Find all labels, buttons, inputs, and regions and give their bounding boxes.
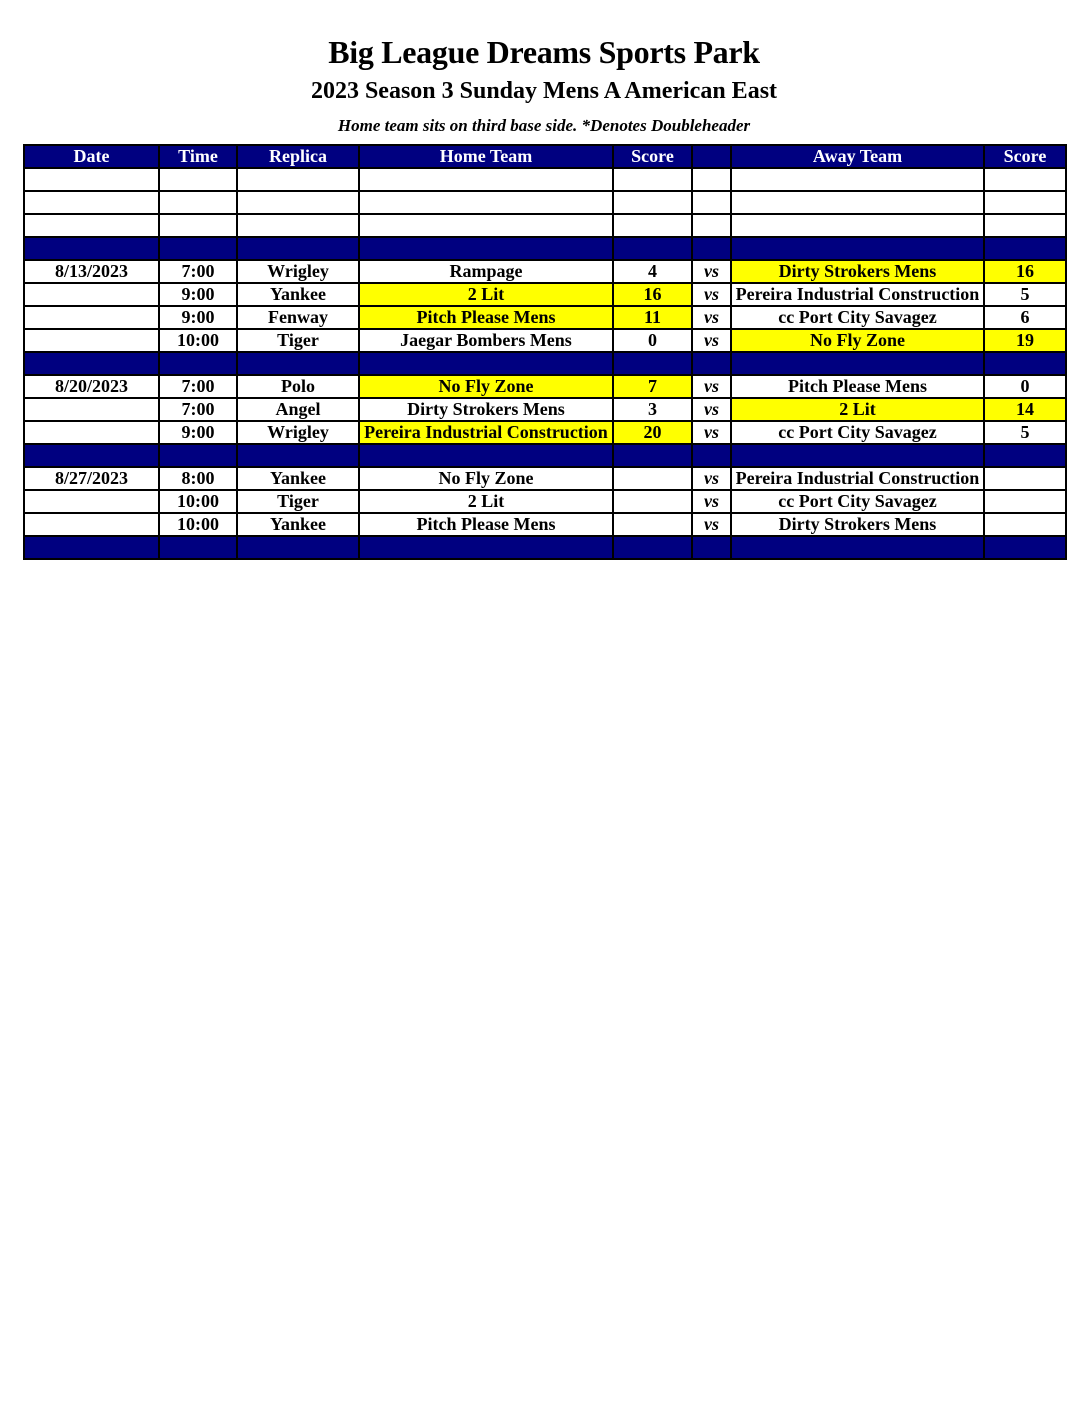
cell-replica: Yankee <box>237 283 359 306</box>
cell-vs: vs <box>692 329 731 352</box>
cell-vs: vs <box>692 421 731 444</box>
cell-replica: Wrigley <box>237 421 359 444</box>
cell-home-team: Pereira Industrial Construction <box>359 421 613 444</box>
table-row <box>24 513 1066 536</box>
cell-time: 9:00 <box>159 421 237 444</box>
cell-away-score: 6 <box>984 306 1066 329</box>
cell-home-score <box>613 214 692 237</box>
cell-away-score: 16 <box>984 260 1066 283</box>
header-home-team: Home Team <box>359 145 613 168</box>
cell-home-score <box>613 536 692 559</box>
cell-vs: vs <box>692 283 731 306</box>
cell-time: 9:00 <box>159 306 237 329</box>
cell-home-team: No Fly Zone <box>359 467 613 490</box>
schedule-body <box>24 168 1066 559</box>
cell-vs <box>692 214 731 237</box>
cell-replica: Angel <box>237 398 359 421</box>
cell-home-team: Pitch Please Mens <box>359 306 613 329</box>
cell-home-score <box>613 467 692 490</box>
cell-away-score: 5 <box>984 421 1066 444</box>
cell-date <box>24 444 159 467</box>
cell-vs <box>692 191 731 214</box>
cell-home-team: 2 Lit <box>359 490 613 513</box>
cell-replica <box>237 352 359 375</box>
cell-away-score: 5 <box>984 283 1066 306</box>
cell-home-score <box>613 513 692 536</box>
cell-home-team: Jaegar Bombers Mens <box>359 329 613 352</box>
cell-away-score <box>984 214 1066 237</box>
cell-away-team: Dirty Strokers Mens <box>731 513 984 536</box>
cell-home-team <box>359 237 613 260</box>
cell-home-team: Dirty Strokers Mens <box>359 398 613 421</box>
cell-date: 8/20/2023 <box>24 375 159 398</box>
cell-date <box>24 398 159 421</box>
cell-away-score: 0 <box>984 375 1066 398</box>
cell-time: 9:00 <box>159 283 237 306</box>
cell-home-score: 3 <box>613 398 692 421</box>
cell-date <box>24 513 159 536</box>
cell-replica <box>237 168 359 191</box>
cell-away-team: Dirty Strokers Mens <box>731 260 984 283</box>
cell-away-team <box>731 352 984 375</box>
cell-time: 8:00 <box>159 467 237 490</box>
cell-away-score: 19 <box>984 329 1066 352</box>
table-row <box>24 260 1066 283</box>
table-row <box>24 329 1066 352</box>
cell-date <box>24 536 159 559</box>
cell-replica <box>237 536 359 559</box>
separator-row <box>24 237 1066 260</box>
cell-home-score: 16 <box>613 283 692 306</box>
cell-date <box>24 421 159 444</box>
separator-row <box>24 536 1066 559</box>
cell-home-team <box>359 444 613 467</box>
cell-time: 10:00 <box>159 513 237 536</box>
cell-away-score <box>984 490 1066 513</box>
cell-date <box>24 329 159 352</box>
cell-away-score <box>984 444 1066 467</box>
cell-time <box>159 168 237 191</box>
cell-away-team: cc Port City Savagez <box>731 306 984 329</box>
cell-time: 7:00 <box>159 260 237 283</box>
cell-home-team: No Fly Zone <box>359 375 613 398</box>
cell-time: 10:00 <box>159 490 237 513</box>
cell-date <box>24 306 159 329</box>
cell-away-score <box>984 536 1066 559</box>
cell-away-score <box>984 352 1066 375</box>
header-away-score: Score <box>984 145 1066 168</box>
cell-date <box>24 191 159 214</box>
cell-home-team <box>359 352 613 375</box>
cell-away-team <box>731 444 984 467</box>
cell-replica: Yankee <box>237 467 359 490</box>
cell-away-score <box>984 237 1066 260</box>
cell-replica <box>237 214 359 237</box>
cell-time: 7:00 <box>159 375 237 398</box>
cell-time: 10:00 <box>159 329 237 352</box>
table-header-row <box>24 145 1066 168</box>
cell-away-score <box>984 513 1066 536</box>
cell-vs: vs <box>692 306 731 329</box>
cell-replica: Tiger <box>237 490 359 513</box>
header-replica: Replica <box>237 145 359 168</box>
cell-home-score <box>613 490 692 513</box>
cell-away-score <box>984 467 1066 490</box>
cell-date: 8/27/2023 <box>24 467 159 490</box>
schedule-table <box>23 144 1067 560</box>
cell-vs <box>692 536 731 559</box>
cell-away-team: cc Port City Savagez <box>731 490 984 513</box>
blank-row <box>24 214 1066 237</box>
table-row <box>24 306 1066 329</box>
cell-time <box>159 191 237 214</box>
table-row <box>24 398 1066 421</box>
cell-time <box>159 214 237 237</box>
cell-home-score: 20 <box>613 421 692 444</box>
cell-home-team: 2 Lit <box>359 283 613 306</box>
header-away-team: Away Team <box>731 145 984 168</box>
cell-home-team: Pitch Please Mens <box>359 513 613 536</box>
cell-away-team <box>731 237 984 260</box>
cell-away-team: No Fly Zone <box>731 329 984 352</box>
cell-home-score: 0 <box>613 329 692 352</box>
cell-home-score <box>613 191 692 214</box>
cell-time <box>159 237 237 260</box>
cell-time: 7:00 <box>159 398 237 421</box>
cell-away-team: 2 Lit <box>731 398 984 421</box>
cell-away-team <box>731 536 984 559</box>
cell-home-score: 11 <box>613 306 692 329</box>
cell-date <box>24 490 159 513</box>
cell-home-team <box>359 536 613 559</box>
cell-replica <box>237 237 359 260</box>
cell-vs: vs <box>692 513 731 536</box>
cell-vs <box>692 237 731 260</box>
cell-time <box>159 444 237 467</box>
cell-time <box>159 352 237 375</box>
page-title: Big League Dreams Sports Park <box>328 34 760 70</box>
table-row <box>24 467 1066 490</box>
cell-replica <box>237 444 359 467</box>
cell-time <box>159 536 237 559</box>
cell-replica: Wrigley <box>237 260 359 283</box>
cell-date <box>24 214 159 237</box>
cell-home-team <box>359 214 613 237</box>
table-row <box>24 283 1066 306</box>
cell-home-score <box>613 444 692 467</box>
cell-home-score: 7 <box>613 375 692 398</box>
cell-replica: Tiger <box>237 329 359 352</box>
table-row <box>24 421 1066 444</box>
schedule-note: Home team sits on third base side. *Denotes Doubleheader <box>337 116 751 135</box>
cell-replica <box>237 191 359 214</box>
cell-away-team <box>731 191 984 214</box>
table-row <box>24 375 1066 398</box>
cell-replica: Yankee <box>237 513 359 536</box>
separator-row <box>24 352 1066 375</box>
separator-row <box>24 444 1066 467</box>
cell-vs: vs <box>692 260 731 283</box>
cell-home-team: Rampage <box>359 260 613 283</box>
cell-date <box>24 168 159 191</box>
cell-date <box>24 283 159 306</box>
cell-vs <box>692 168 731 191</box>
cell-home-score: 4 <box>613 260 692 283</box>
cell-away-team: Pereira Industrial Construction <box>731 467 984 490</box>
cell-date: 8/13/2023 <box>24 260 159 283</box>
blank-row <box>24 168 1066 191</box>
cell-away-score <box>984 168 1066 191</box>
cell-vs: vs <box>692 375 731 398</box>
page-subtitle: 2023 Season 3 Sunday Mens A American East <box>310 78 778 104</box>
cell-away-score: 14 <box>984 398 1066 421</box>
cell-away-score <box>984 191 1066 214</box>
cell-home-score <box>613 168 692 191</box>
header-time: Time <box>159 145 237 168</box>
cell-vs: vs <box>692 490 731 513</box>
cell-away-team: Pitch Please Mens <box>731 375 984 398</box>
cell-home-score <box>613 237 692 260</box>
cell-date <box>24 237 159 260</box>
table-row <box>24 490 1066 513</box>
cell-away-team: Pereira Industrial Construction <box>731 283 984 306</box>
header-date: Date <box>24 145 159 168</box>
cell-replica: Polo <box>237 375 359 398</box>
cell-vs <box>692 444 731 467</box>
cell-date <box>24 352 159 375</box>
cell-away-team <box>731 214 984 237</box>
header-home-score: Score <box>613 145 692 168</box>
header-vs <box>692 145 731 168</box>
cell-vs <box>692 352 731 375</box>
cell-home-team <box>359 191 613 214</box>
cell-replica: Fenway <box>237 306 359 329</box>
cell-home-team <box>359 168 613 191</box>
cell-vs: vs <box>692 467 731 490</box>
cell-vs: vs <box>692 398 731 421</box>
cell-home-score <box>613 352 692 375</box>
cell-away-team <box>731 168 984 191</box>
cell-away-team: cc Port City Savagez <box>731 421 984 444</box>
blank-row <box>24 191 1066 214</box>
